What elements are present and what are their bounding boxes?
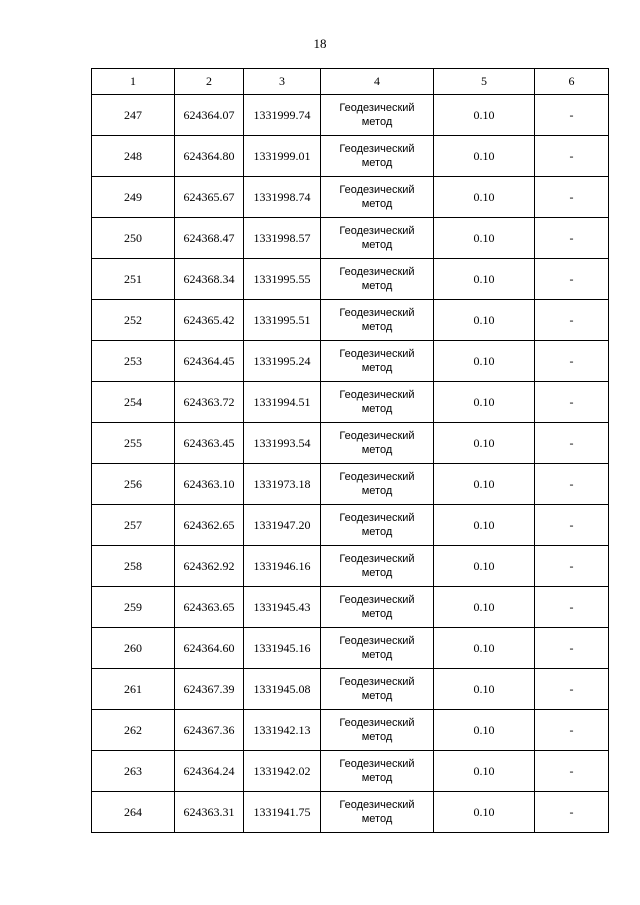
method-line-1: Геодезический — [339, 389, 415, 401]
method-cell — [321, 136, 434, 177]
method-line-1: Геодезический — [339, 225, 415, 237]
method-line-1: Геодезический — [339, 758, 415, 770]
accuracy-cell: 0.10 — [434, 341, 535, 382]
point-number-cell: 247 — [92, 95, 175, 136]
method-cell — [321, 382, 434, 423]
method-cell — [321, 423, 434, 464]
header-cell-3: 3 — [244, 69, 321, 95]
note-cell: - — [535, 218, 609, 259]
method-line-2: метод — [361, 403, 393, 415]
method-line-2: метод — [361, 813, 393, 825]
y-coordinate-cell: 1331998.74 — [244, 177, 321, 218]
method-cell — [321, 628, 434, 669]
method-cell — [321, 546, 434, 587]
x-coordinate-cell: 624364.24 — [175, 751, 244, 792]
method-line-1: Геодезический — [339, 266, 415, 278]
note-cell: - — [535, 751, 609, 792]
method-line-1: Геодезический — [339, 635, 415, 647]
method-line-2: метод — [361, 567, 393, 579]
x-coordinate-cell: 624363.45 — [175, 423, 244, 464]
point-number-cell: 254 — [92, 382, 175, 423]
method-line-1: Геодезический — [339, 184, 415, 196]
method-line-1: Геодезический — [339, 799, 415, 811]
table-header — [92, 69, 609, 95]
method-line-2: метод — [361, 198, 393, 210]
method-line-2: метод — [361, 526, 393, 538]
table-row — [92, 751, 609, 792]
method-cell — [321, 669, 434, 710]
accuracy-cell: 0.10 — [434, 218, 535, 259]
table-row — [92, 341, 609, 382]
method-line-1: Геодезический — [339, 102, 415, 114]
header-row — [92, 69, 609, 95]
method-cell — [321, 792, 434, 833]
method-line-1: Геодезический — [339, 676, 415, 688]
method-line-2: метод — [361, 485, 393, 497]
method-cell — [321, 95, 434, 136]
method-cell — [321, 710, 434, 751]
method-cell — [321, 341, 434, 382]
note-cell: - — [535, 341, 609, 382]
y-coordinate-cell: 1331995.55 — [244, 259, 321, 300]
header-cell-4: 4 — [321, 69, 434, 95]
note-cell: - — [535, 177, 609, 218]
x-coordinate-cell: 624365.67 — [175, 177, 244, 218]
note-cell: - — [535, 423, 609, 464]
x-coordinate-cell: 624363.65 — [175, 587, 244, 628]
x-coordinate-cell: 624364.80 — [175, 136, 244, 177]
accuracy-cell: 0.10 — [434, 382, 535, 423]
method-line-1: Геодезический — [339, 553, 415, 565]
method-line-1: Геодезический — [339, 430, 415, 442]
point-number-cell: 251 — [92, 259, 175, 300]
y-coordinate-cell: 1331941.75 — [244, 792, 321, 833]
note-cell: - — [535, 628, 609, 669]
header-cell-2: 2 — [175, 69, 244, 95]
method-line-2: метод — [361, 157, 393, 169]
point-number-cell: 260 — [92, 628, 175, 669]
accuracy-cell: 0.10 — [434, 751, 535, 792]
note-cell: - — [535, 300, 609, 341]
x-coordinate-cell: 624362.92 — [175, 546, 244, 587]
y-coordinate-cell: 1331942.13 — [244, 710, 321, 751]
method-line-2: метод — [361, 280, 393, 292]
table-row — [92, 710, 609, 751]
note-cell: - — [535, 95, 609, 136]
accuracy-cell: 0.10 — [434, 505, 535, 546]
method-line-2: метод — [361, 772, 393, 784]
y-coordinate-cell: 1331973.18 — [244, 464, 321, 505]
note-cell: - — [535, 546, 609, 587]
table-row — [92, 136, 609, 177]
table-row — [92, 423, 609, 464]
method-cell — [321, 177, 434, 218]
method-line-2: метод — [361, 608, 393, 620]
point-number-cell: 262 — [92, 710, 175, 751]
point-number-cell: 250 — [92, 218, 175, 259]
table-row — [92, 300, 609, 341]
x-coordinate-cell: 624362.65 — [175, 505, 244, 546]
table-row — [92, 546, 609, 587]
accuracy-cell: 0.10 — [434, 628, 535, 669]
method-line-2: метод — [361, 116, 393, 128]
point-number-cell: 253 — [92, 341, 175, 382]
note-cell: - — [535, 669, 609, 710]
table-row — [92, 505, 609, 546]
accuracy-cell: 0.10 — [434, 423, 535, 464]
method-cell — [321, 587, 434, 628]
x-coordinate-cell: 624367.36 — [175, 710, 244, 751]
method-cell — [321, 218, 434, 259]
accuracy-cell: 0.10 — [434, 546, 535, 587]
point-number-cell: 264 — [92, 792, 175, 833]
table-row — [92, 95, 609, 136]
x-coordinate-cell: 624363.31 — [175, 792, 244, 833]
y-coordinate-cell: 1331995.51 — [244, 300, 321, 341]
y-coordinate-cell: 1331945.43 — [244, 587, 321, 628]
point-number-cell: 252 — [92, 300, 175, 341]
table-row — [92, 382, 609, 423]
x-coordinate-cell: 624364.07 — [175, 95, 244, 136]
point-number-cell: 255 — [92, 423, 175, 464]
method-line-2: метод — [361, 690, 393, 702]
y-coordinate-cell: 1331945.08 — [244, 669, 321, 710]
x-coordinate-cell: 624364.60 — [175, 628, 244, 669]
note-cell: - — [535, 505, 609, 546]
y-coordinate-cell: 1331998.57 — [244, 218, 321, 259]
point-number-cell: 258 — [92, 546, 175, 587]
y-coordinate-cell: 1331995.24 — [244, 341, 321, 382]
note-cell: - — [535, 136, 609, 177]
table-row — [92, 464, 609, 505]
header-cell-6: 6 — [535, 69, 609, 95]
note-cell: - — [535, 382, 609, 423]
note-cell: - — [535, 464, 609, 505]
x-coordinate-cell: 624363.72 — [175, 382, 244, 423]
method-line-2: метод — [361, 321, 393, 333]
method-cell — [321, 751, 434, 792]
x-coordinate-cell: 624368.34 — [175, 259, 244, 300]
point-number-cell: 257 — [92, 505, 175, 546]
table-row — [92, 259, 609, 300]
x-coordinate-cell: 624364.45 — [175, 341, 244, 382]
note-cell: - — [535, 710, 609, 751]
accuracy-cell: 0.10 — [434, 710, 535, 751]
point-number-cell: 249 — [92, 177, 175, 218]
y-coordinate-cell: 1331945.16 — [244, 628, 321, 669]
table-row — [92, 177, 609, 218]
table-row — [92, 218, 609, 259]
point-number-cell: 256 — [92, 464, 175, 505]
method-line-1: Геодезический — [339, 512, 415, 524]
y-coordinate-cell: 1331994.51 — [244, 382, 321, 423]
accuracy-cell: 0.10 — [434, 95, 535, 136]
method-line-1: Геодезический — [339, 471, 415, 483]
accuracy-cell: 0.10 — [434, 587, 535, 628]
method-line-1: Геодезический — [339, 717, 415, 729]
accuracy-cell: 0.10 — [434, 300, 535, 341]
method-cell — [321, 505, 434, 546]
y-coordinate-cell: 1331942.02 — [244, 751, 321, 792]
accuracy-cell: 0.10 — [434, 669, 535, 710]
point-number-cell: 248 — [92, 136, 175, 177]
table-body — [92, 95, 609, 833]
y-coordinate-cell: 1331947.20 — [244, 505, 321, 546]
x-coordinate-cell: 624365.42 — [175, 300, 244, 341]
method-line-1: Геодезический — [339, 348, 415, 360]
accuracy-cell: 0.10 — [434, 259, 535, 300]
x-coordinate-cell: 624367.39 — [175, 669, 244, 710]
table-row — [92, 792, 609, 833]
note-cell: - — [535, 259, 609, 300]
method-line-2: метод — [361, 444, 393, 456]
page-number: 18 — [313, 36, 327, 51]
point-number-cell: 261 — [92, 669, 175, 710]
y-coordinate-cell: 1331999.74 — [244, 95, 321, 136]
x-coordinate-cell: 624363.10 — [175, 464, 244, 505]
table-row — [92, 587, 609, 628]
method-line-2: метод — [361, 362, 393, 374]
point-number-cell: 263 — [92, 751, 175, 792]
x-coordinate-cell: 624368.47 — [175, 218, 244, 259]
method-line-1: Геодезический — [339, 594, 415, 606]
y-coordinate-cell: 1331999.01 — [244, 136, 321, 177]
coordinates-table — [91, 68, 609, 833]
y-coordinate-cell: 1331993.54 — [244, 423, 321, 464]
method-line-1: Геодезический — [339, 143, 415, 155]
note-cell: - — [535, 792, 609, 833]
table-row — [92, 628, 609, 669]
method-line-1: Геодезический — [339, 307, 415, 319]
y-coordinate-cell: 1331946.16 — [244, 546, 321, 587]
accuracy-cell: 0.10 — [434, 464, 535, 505]
method-line-2: метод — [361, 649, 393, 661]
accuracy-cell: 0.10 — [434, 177, 535, 218]
method-line-2: метод — [361, 239, 393, 251]
accuracy-cell: 0.10 — [434, 136, 535, 177]
method-cell — [321, 464, 434, 505]
note-cell: - — [535, 587, 609, 628]
table-row — [92, 669, 609, 710]
header-cell-5: 5 — [434, 69, 535, 95]
method-line-2: метод — [361, 731, 393, 743]
point-number-cell: 259 — [92, 587, 175, 628]
method-cell — [321, 300, 434, 341]
accuracy-cell: 0.10 — [434, 792, 535, 833]
method-cell — [321, 259, 434, 300]
header-cell-1: 1 — [92, 69, 175, 95]
